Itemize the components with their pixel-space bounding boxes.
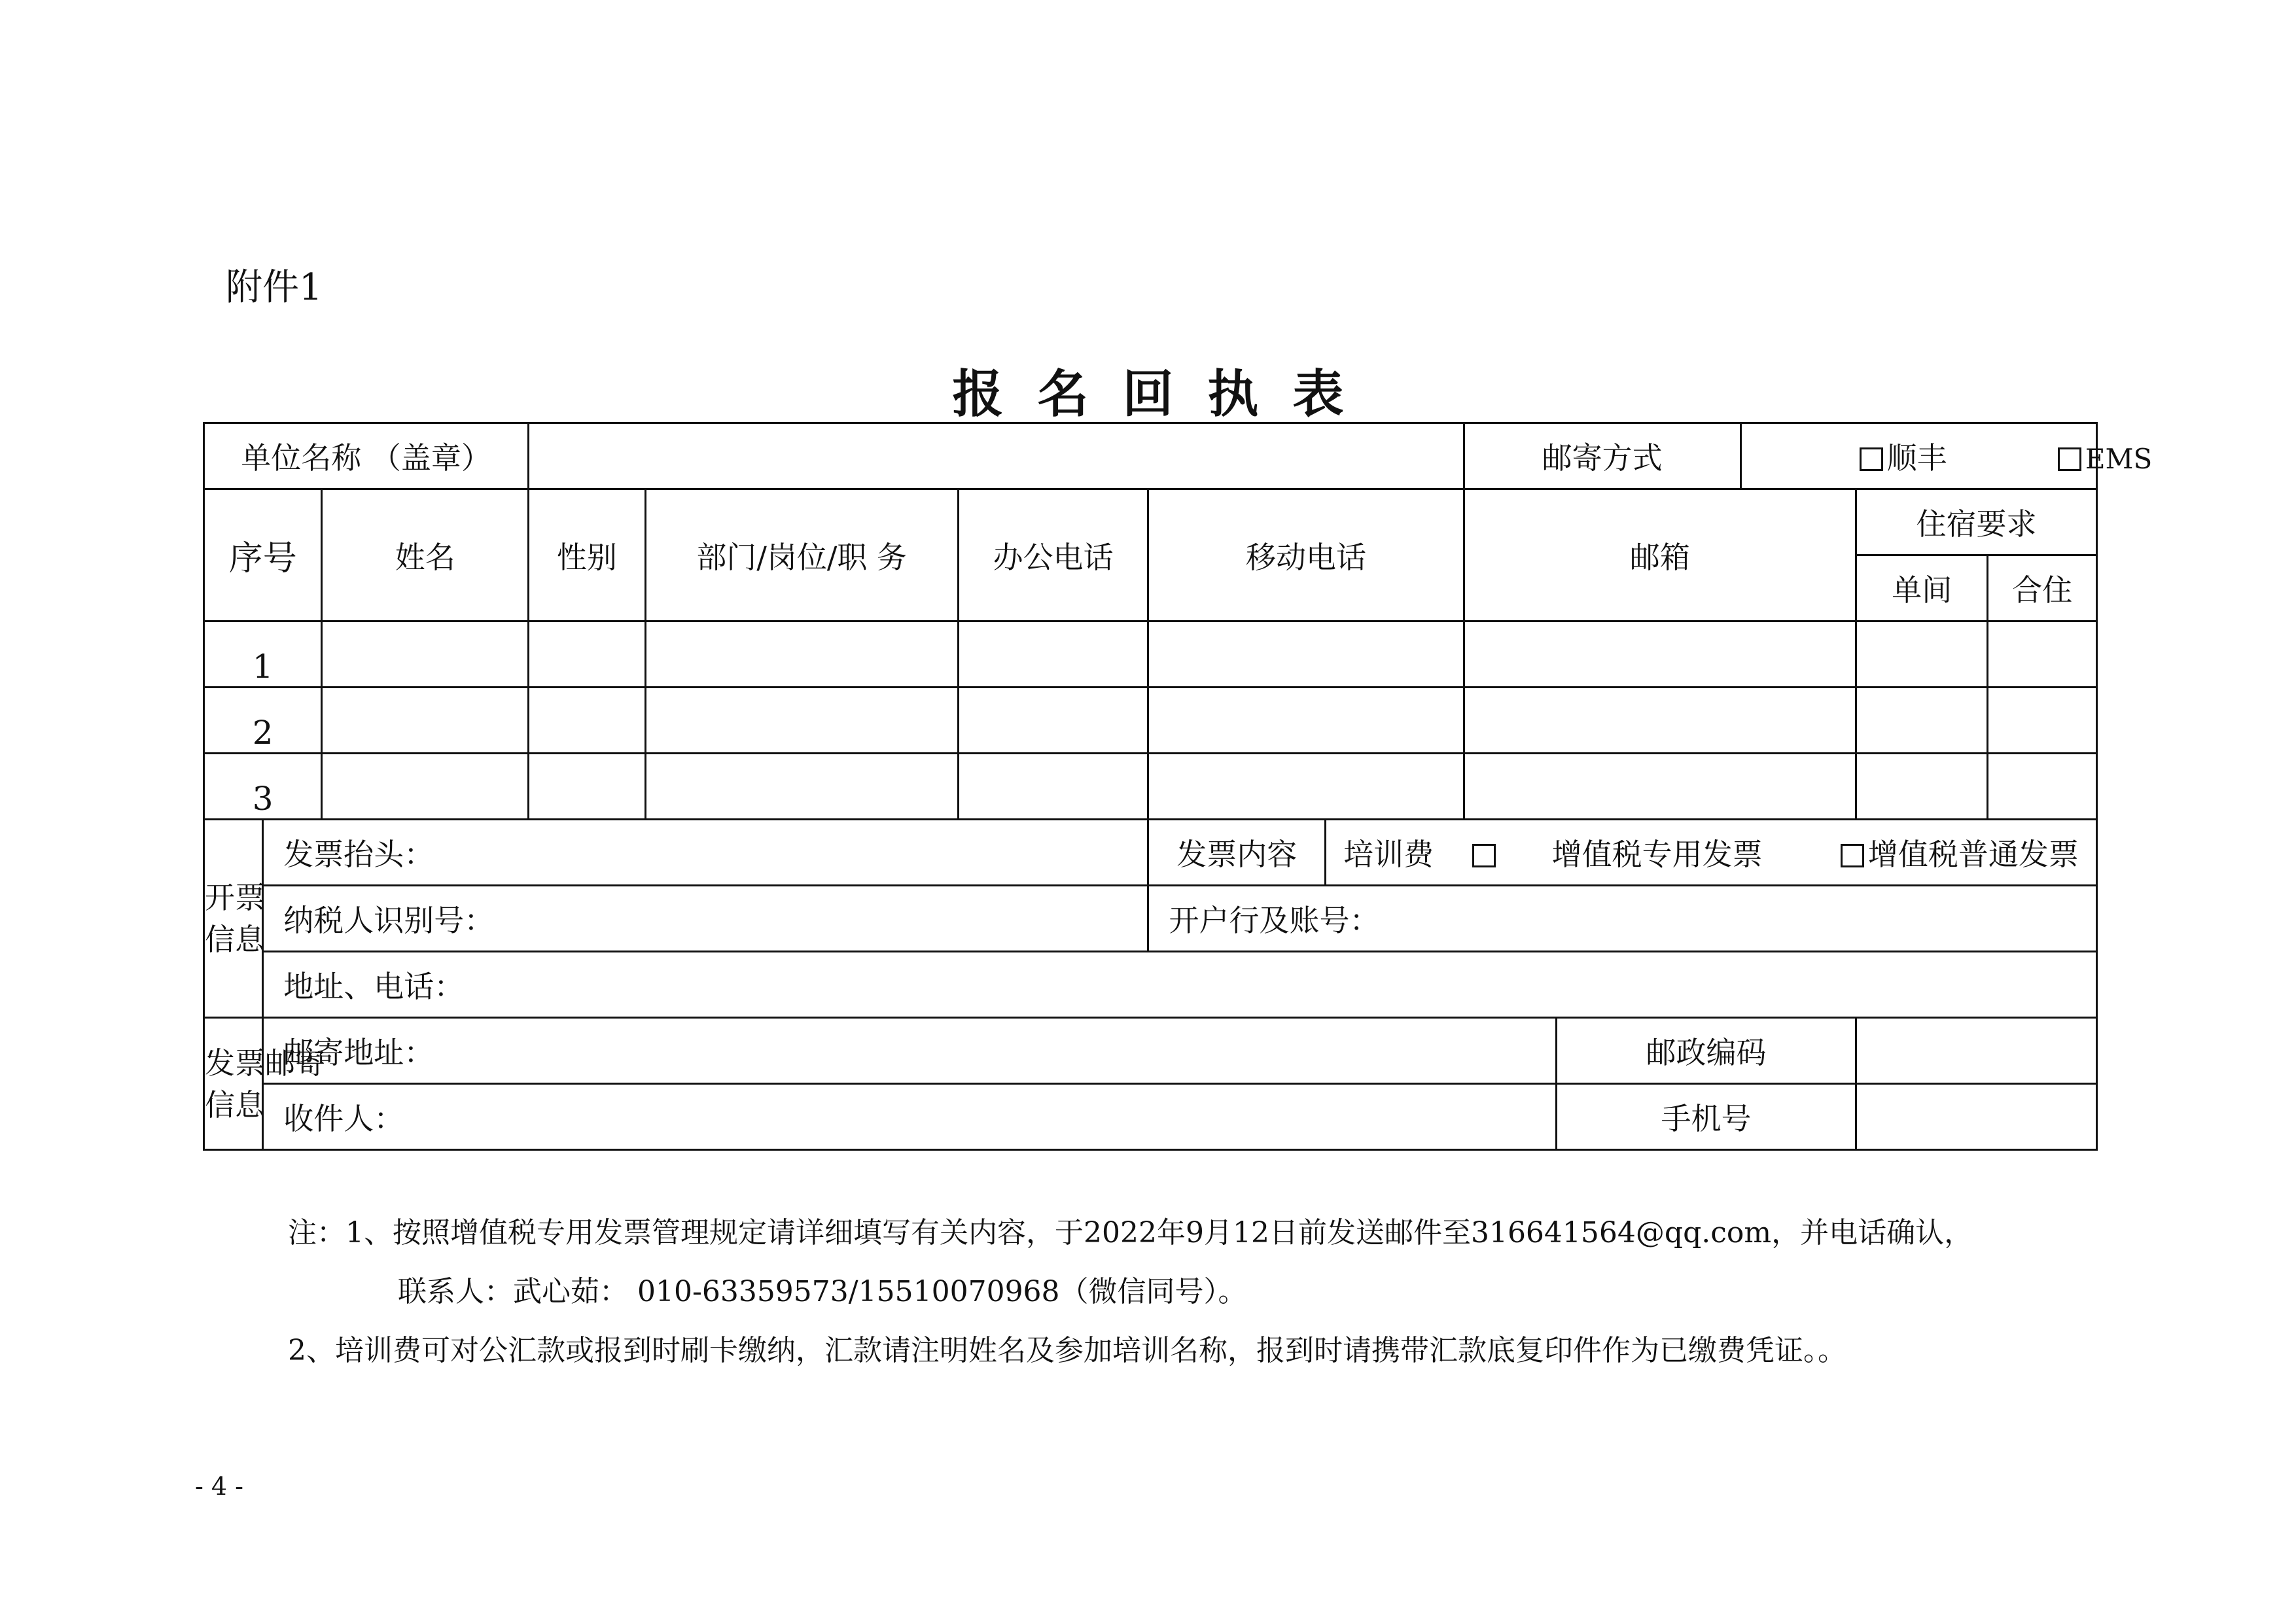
mailing-section-label: 发票邮寄 信息	[204, 1018, 263, 1150]
gender-cell[interactable]	[529, 688, 645, 754]
note-line-3: 2、培训费可对公汇款或报到时刷卡缴纳，汇款请注明姓名及参加培训名称，报到时请携带汇款底复印件作为已缴费凭证。。	[288, 1334, 1846, 1367]
invoice-header-field[interactable]: 发票抬头：	[263, 820, 1148, 886]
mobile-cell[interactable]	[1148, 688, 1464, 754]
form-title: 报名回执表	[952, 365, 1378, 424]
postcode-field[interactable]	[1856, 1018, 2097, 1084]
table-row	[204, 621, 2097, 688]
invoice-row-1	[204, 820, 2097, 886]
unit-name-field[interactable]	[529, 423, 1464, 489]
shared-room-cell[interactable]	[1988, 621, 2097, 688]
gender-header: 性别	[529, 489, 645, 621]
checkbox-icon	[1841, 844, 1864, 867]
mailing-row-1	[204, 1018, 2097, 1084]
notes	[288, 1204, 1973, 1380]
table-row	[204, 754, 2097, 820]
office-phone-cell[interactable]	[958, 621, 1148, 688]
name-header: 姓名	[322, 489, 529, 621]
name-cell[interactable]	[322, 621, 529, 688]
mailing-row-2	[204, 1084, 2097, 1150]
unit-row	[204, 423, 2097, 489]
shared-room-cell[interactable]	[1988, 688, 2097, 754]
dept-cell[interactable]	[645, 754, 958, 820]
office-phone-cell[interactable]	[958, 688, 1148, 754]
lodging-header: 住宿要求	[1856, 489, 2097, 555]
mail-method-label: 邮寄方式	[1464, 423, 1740, 489]
email-cell[interactable]	[1464, 754, 1856, 820]
invoice-content-label: 发票内容	[1148, 820, 1326, 886]
header-row	[204, 489, 2097, 555]
postcode-label: 邮政编码	[1556, 1018, 1856, 1084]
dept-cell[interactable]	[645, 621, 958, 688]
fee-checkbox[interactable]	[1472, 844, 1496, 867]
dept-cell[interactable]	[645, 688, 958, 754]
shared-room-cell[interactable]	[1988, 754, 2097, 820]
row-seq: 1	[204, 621, 322, 688]
gender-cell[interactable]	[529, 754, 645, 820]
attachment-label: 附件1	[226, 266, 323, 309]
mobile-header: 移动电话	[1148, 489, 1464, 621]
note-line-1: 注：1、按照增值税专用发票管理规定请详细填写有关内容，于2022年9月12日前发送邮件至316641564@qq.com，并电话确认，	[288, 1216, 1973, 1249]
single-room-cell[interactable]	[1856, 754, 1988, 820]
name-cell[interactable]	[322, 688, 529, 754]
office-phone-cell[interactable]	[958, 754, 1148, 820]
recipient-field[interactable]: 收件人：	[263, 1084, 1557, 1150]
name-cell[interactable]	[322, 754, 529, 820]
mobile-cell[interactable]	[1148, 621, 1464, 688]
page-number: - 4 -	[195, 1472, 244, 1501]
shared-room-header: 合住	[1988, 555, 2097, 621]
checkbox-icon	[1860, 447, 1883, 471]
email-cell[interactable]	[1464, 621, 1856, 688]
seq-header: 序号	[204, 489, 322, 621]
single-room-cell[interactable]	[1856, 621, 1988, 688]
phone-field[interactable]	[1856, 1084, 2097, 1150]
gender-cell[interactable]	[529, 621, 645, 688]
invoice-row-2	[204, 886, 2097, 952]
single-room-header: 单间	[1856, 555, 1988, 621]
normal-invoice-checkbox[interactable]: 增值税普通发票	[1841, 837, 2079, 872]
bank-account-field[interactable]: 开户行及账号：	[1148, 886, 2097, 952]
row-seq: 2	[204, 688, 322, 754]
mailing-address-field[interactable]: 邮寄地址：	[263, 1018, 1557, 1084]
mobile-cell[interactable]	[1148, 754, 1464, 820]
email-cell[interactable]	[1464, 688, 1856, 754]
mail-method-options	[1740, 423, 2153, 489]
office-phone-header: 办公电话	[958, 489, 1148, 621]
checkbox-icon	[2058, 447, 2081, 471]
address-phone-field[interactable]: 地址、电话：	[263, 952, 2097, 1018]
dept-header: 部门/岗位/职 务	[645, 489, 958, 621]
single-room-cell[interactable]	[1856, 688, 1988, 754]
table-row	[204, 688, 2097, 754]
taxpayer-id-field[interactable]: 纳税人识别号：	[263, 886, 1148, 952]
note-line-2: 联系人：武心茹： 010-63359573/15510070968（微信同号）。	[398, 1275, 1247, 1308]
invoice-section-label: 开票 信息	[204, 820, 263, 1018]
registration-form-table	[203, 422, 2153, 1151]
ems-checkbox[interactable]: EMS	[2058, 440, 2152, 476]
special-invoice-option[interactable]: 增值税专用发票	[1551, 837, 1763, 872]
row-seq: 3	[204, 754, 322, 820]
invoice-content-options: 培训费 增值税专用发票 增值税普通发票	[1326, 820, 2097, 886]
unit-name-label: 单位名称 （盖章）	[204, 423, 529, 489]
shunfeng-checkbox[interactable]: 顺丰	[1860, 440, 1947, 476]
email-header: 邮箱	[1464, 489, 1856, 621]
phone-label: 手机号	[1556, 1084, 1856, 1150]
invoice-row-3	[204, 952, 2097, 1018]
